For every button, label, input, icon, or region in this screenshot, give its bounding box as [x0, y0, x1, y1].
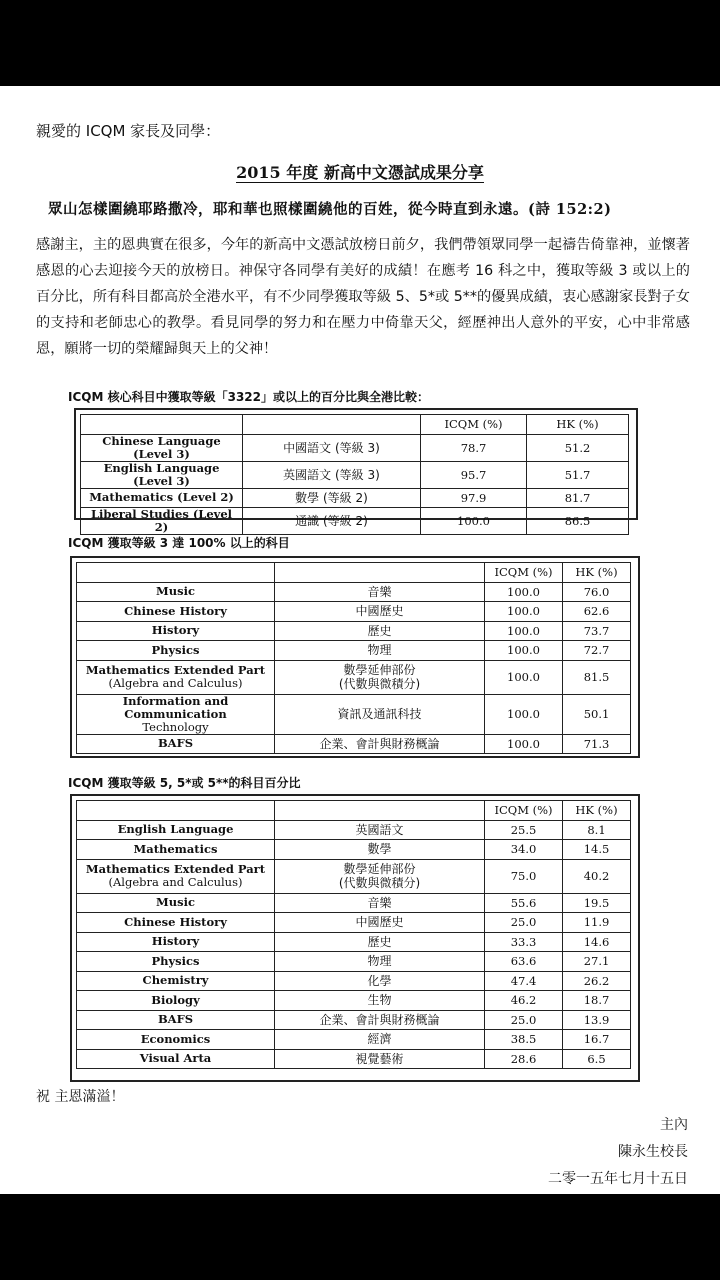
subject-zh-cell-text: 通識 (等級 2) — [295, 514, 368, 528]
subject-zh-cell-text: 數學延伸部份 — [343, 663, 416, 677]
hk-percent-cell-text: 51.2 — [564, 440, 591, 455]
subject-zh-cell — [275, 602, 485, 622]
subject-zh-cell — [275, 952, 485, 972]
table-row — [77, 913, 631, 933]
subject-en-cell — [77, 1010, 275, 1030]
hk-percent-cell-text: 50.1 — [583, 707, 610, 721]
table-header-cell: HK (%) — [563, 563, 631, 583]
subject-en-cell — [77, 660, 275, 694]
hk-percent-cell-text: 14.5 — [583, 842, 610, 857]
letter-date: 二零一五年七月十五日 — [548, 1171, 688, 1187]
hk-percent-cell-text: 18.7 — [583, 993, 610, 1008]
subject-en-cell — [77, 641, 275, 661]
subject-en-cell-text: Mathematics Extended Part — [85, 862, 266, 876]
table3-caption: ICQM 獲取等級 5, 5*或 5**的科目百分比 — [68, 776, 301, 790]
icqm-percent-cell — [485, 952, 563, 972]
table-row — [77, 1010, 631, 1030]
subject-zh-cell — [275, 820, 485, 840]
subject-zh-cell — [243, 508, 421, 535]
subject-en-cell-text: History — [151, 623, 200, 638]
icqm-percent-cell-text: 25.0 — [510, 915, 537, 930]
subject-en-cell-text: English Language — [117, 822, 234, 837]
table-header-cell — [81, 415, 243, 435]
subject-en-cell — [81, 434, 243, 461]
table-row — [81, 434, 629, 461]
icqm-percent-cell-text: 33.3 — [510, 934, 537, 949]
icqm-percent-cell — [485, 893, 563, 913]
table-row — [81, 508, 629, 535]
subject-zh-cell — [275, 660, 485, 694]
subject-en-cell-text: Physics — [151, 953, 200, 968]
subject-zh-cell-text: 企業、會計與財務概論 — [319, 736, 440, 751]
subject-en-cell — [77, 893, 275, 913]
table-row — [77, 1049, 631, 1069]
subject-zh-cell-text: 音樂 — [367, 895, 392, 910]
subject-zh-cell-text: (代數與微積分) — [338, 677, 421, 691]
hk-percent-cell — [563, 734, 631, 754]
table-row — [77, 1030, 631, 1050]
subject-zh-cell-text: 數學延伸部份 — [343, 862, 416, 876]
hk-percent-cell — [563, 859, 631, 893]
icqm-percent-cell-text: 47.4 — [510, 973, 537, 988]
hk-percent-cell-text: 16.7 — [583, 1032, 610, 1047]
subject-en-cell-text: Chinese History — [124, 914, 227, 929]
icqm-percent-cell-text: 28.6 — [510, 1051, 537, 1066]
icqm-percent-cell — [421, 461, 527, 488]
icqm-percent-cell — [485, 971, 563, 991]
table2 — [76, 562, 631, 754]
subject-zh-cell-text: 視覺藝術 — [355, 1051, 404, 1066]
subject-en-cell-text: History — [151, 934, 200, 949]
letter-title-text: 2015 年度 新高中文憑試成果分享 — [236, 163, 484, 182]
icqm-percent-cell-text: 38.5 — [510, 1032, 537, 1047]
hk-percent-cell — [527, 508, 629, 535]
hk-percent-cell — [563, 1010, 631, 1030]
icqm-percent-cell-text: 55.6 — [510, 895, 537, 910]
subject-zh-cell — [275, 621, 485, 641]
letter-title — [0, 160, 720, 183]
subject-zh-cell — [275, 840, 485, 860]
table-row — [81, 488, 629, 508]
subject-zh-cell — [275, 1030, 485, 1050]
table-header-cell: ICQM (%) — [485, 563, 563, 583]
icqm-percent-cell — [485, 1049, 563, 1069]
table-header-row — [81, 415, 629, 435]
subject-zh-cell-text: 中國歷史 — [355, 604, 404, 619]
hk-percent-cell — [563, 1049, 631, 1069]
icqm-percent-cell — [485, 582, 563, 602]
icqm-percent-cell — [485, 641, 563, 661]
icqm-percent-cell — [485, 859, 563, 893]
table-row — [77, 991, 631, 1011]
table-row — [77, 840, 631, 860]
icqm-percent-cell-text: 100.0 — [507, 643, 540, 658]
subject-zh-cell — [243, 461, 421, 488]
subject-en-cell — [77, 859, 275, 893]
table-row — [77, 602, 631, 622]
subject-zh-cell — [243, 488, 421, 508]
subject-en-cell — [77, 932, 275, 952]
hk-percent-cell-text: 26.2 — [583, 973, 610, 988]
subject-zh-cell — [275, 991, 485, 1011]
hk-percent-cell — [563, 1030, 631, 1050]
table3 — [76, 800, 631, 1069]
icqm-percent-cell — [485, 991, 563, 1011]
icqm-percent-cell — [421, 488, 527, 508]
subject-zh-cell-text: 物理 — [367, 643, 392, 658]
hk-percent-cell — [563, 932, 631, 952]
subject-en-cell — [77, 734, 275, 754]
hk-percent-cell-text: 13.9 — [583, 1012, 610, 1027]
icqm-percent-cell — [421, 434, 527, 461]
subject-en-cell — [77, 820, 275, 840]
subject-en-cell-text: (Algebra and Calculus) — [108, 875, 243, 889]
table-header-cell — [77, 563, 275, 583]
table-row — [77, 641, 631, 661]
subject-en-cell-text: Biology — [151, 992, 200, 1007]
subject-zh-cell-text: 物理 — [367, 954, 392, 969]
subject-en-cell-text: Chinese History — [124, 603, 227, 618]
icqm-percent-cell — [485, 840, 563, 860]
icqm-percent-cell-text: 100.0 — [457, 514, 490, 528]
subject-zh-cell-text: 中國歷史 — [355, 915, 404, 930]
hk-percent-cell-text: 8.1 — [587, 822, 606, 837]
subject-en-cell-text: (Algebra and Calculus) — [108, 676, 243, 690]
table1-body — [81, 415, 629, 535]
icqm-percent-cell-text: 100.0 — [507, 604, 540, 619]
icqm-percent-cell — [485, 913, 563, 933]
subject-zh-cell — [275, 694, 485, 734]
icqm-percent-cell — [485, 1010, 563, 1030]
hk-percent-cell — [563, 660, 631, 694]
subject-en-cell — [77, 621, 275, 641]
subject-zh-cell-text: 化學 — [367, 973, 392, 988]
table-header-cell — [243, 415, 421, 435]
subject-zh-cell — [275, 913, 485, 933]
icqm-percent-cell-text: 100.0 — [507, 623, 540, 638]
hk-percent-cell — [563, 840, 631, 860]
icqm-percent-cell-text: 100.0 — [507, 707, 540, 721]
subject-en-cell-text: Chinese Language (Level 3) — [102, 433, 221, 461]
subject-en-cell-text: English Language (Level 3) — [103, 460, 220, 488]
subject-en-cell-text: Mathematics — [133, 841, 218, 856]
subject-en-cell — [77, 991, 275, 1011]
subject-en-cell — [81, 508, 243, 535]
table2-caption: ICQM 獲取等級 3 達 100% 以上的科目 — [68, 536, 290, 550]
hk-percent-cell — [563, 582, 631, 602]
subject-zh-cell-text: 英國語文 — [355, 822, 404, 837]
icqm-percent-cell-text: 78.7 — [460, 440, 487, 455]
table-row — [77, 859, 631, 893]
table-header-cell: ICQM (%) — [421, 415, 527, 435]
subject-zh-cell-text: 音樂 — [367, 584, 392, 599]
icqm-percent-cell-text: 25.5 — [510, 822, 537, 837]
table2-body — [77, 563, 631, 754]
icqm-percent-cell-text: 100.0 — [507, 736, 540, 751]
table-header-row — [77, 801, 631, 821]
subject-zh-cell-text: 中國語文 (等級 3) — [283, 440, 380, 455]
hk-percent-cell-text: 14.6 — [583, 934, 610, 949]
subject-zh-cell-text: 歷史 — [367, 623, 392, 638]
icqm-percent-cell — [485, 621, 563, 641]
table-row — [77, 952, 631, 972]
hk-percent-cell-text: 62.6 — [583, 604, 610, 619]
hk-percent-cell-text: 40.2 — [583, 869, 610, 883]
icqm-percent-cell — [485, 932, 563, 952]
hk-percent-cell — [527, 488, 629, 508]
subject-en-cell-text: Economics — [140, 1031, 211, 1046]
table-row — [77, 694, 631, 734]
subject-en-cell — [77, 952, 275, 972]
subject-zh-cell — [275, 859, 485, 893]
table-header-cell — [275, 801, 485, 821]
subject-zh-cell — [275, 971, 485, 991]
hk-percent-cell-text: 71.3 — [583, 736, 610, 751]
subject-zh-cell-text: 數學 (等級 2) — [295, 490, 368, 505]
table-header-cell: ICQM (%) — [485, 801, 563, 821]
hk-percent-cell — [563, 971, 631, 991]
icqm-percent-cell — [485, 1030, 563, 1050]
hk-percent-cell-text: 81.5 — [583, 670, 610, 684]
hk-percent-cell — [563, 913, 631, 933]
hk-percent-cell-text: 51.7 — [564, 467, 591, 482]
hk-percent-cell-text: 72.7 — [583, 643, 610, 658]
letter-page — [0, 86, 720, 1194]
subject-zh-cell-text: 歷史 — [367, 934, 392, 949]
hk-percent-cell-text: 27.1 — [583, 954, 610, 969]
table-row — [77, 621, 631, 641]
icqm-percent-cell-text: 95.7 — [460, 467, 487, 482]
table-header-cell — [275, 563, 485, 583]
table-header-row — [77, 563, 631, 583]
subject-en-cell — [77, 694, 275, 734]
icqm-percent-cell-text: 97.9 — [460, 490, 487, 505]
subject-en-cell — [81, 461, 243, 488]
hk-percent-cell — [563, 991, 631, 1011]
subject-en-cell — [77, 971, 275, 991]
icqm-percent-cell-text: 75.0 — [510, 869, 537, 883]
subject-zh-cell-text: 資訊及通訊科技 — [337, 707, 422, 721]
subject-en-cell-text: Liberal Studies (Level 2) — [90, 507, 233, 534]
hk-percent-cell-text: 11.9 — [583, 915, 610, 930]
icqm-percent-cell-text: 100.0 — [507, 584, 540, 599]
subject-en-cell-text: Mathematics Extended Part — [85, 663, 266, 677]
subject-zh-cell — [275, 582, 485, 602]
icqm-percent-cell — [485, 602, 563, 622]
subject-en-cell-text: Music — [156, 895, 195, 910]
subject-en-cell-text: Mathematics (Level 2) — [89, 490, 234, 505]
table3-body — [77, 801, 631, 1069]
subject-en-cell — [77, 913, 275, 933]
hk-percent-cell-text: 19.5 — [583, 895, 610, 910]
subject-zh-cell-text: 生物 — [367, 993, 392, 1008]
table-row — [77, 932, 631, 952]
hk-percent-cell-text: 6.5 — [587, 1051, 606, 1066]
subject-zh-cell-text: 數學 — [367, 842, 392, 857]
table-row — [77, 660, 631, 694]
hk-percent-cell — [563, 893, 631, 913]
icqm-percent-cell-text: 25.0 — [510, 1012, 537, 1027]
subject-zh-cell — [275, 1010, 485, 1030]
icqm-percent-cell — [485, 820, 563, 840]
hk-percent-cell-text: 76.0 — [583, 584, 610, 599]
icqm-percent-cell — [421, 508, 527, 535]
letter-paragraph: 感謝主，主的恩典實在很多，今年的新高中文憑試放榜日前夕，我們帶領眾同學一起禱告倚靠神，並懷著感恩的心去迎接今天的放榜日。神保守各同學有美好的成績！在應考 16 科之中，獲取等級 3 或以上的百分比，所有科目都高於全港水平，有不少同學獲取等級 5、5*或 5**的優異成績，衷心感謝家長對子女的支持和老師忠心的教學。看見同學的努力和在壓力中倚靠天父，經歷神出人意外的平安，心中非常感恩，願將一切的榮耀歸與天上的父神！ — [36, 237, 690, 357]
subject-en-cell-text: Information and Communication — [122, 693, 229, 721]
subject-zh-cell — [275, 1049, 485, 1069]
table1-caption: ICQM 核心科目中獲取等級「3322」或以上的百分比與全港比較： — [68, 390, 429, 404]
icqm-percent-cell-text: 63.6 — [510, 954, 537, 969]
subject-en-cell — [81, 488, 243, 508]
subject-en-cell-text: Physics — [151, 642, 200, 657]
hk-percent-cell — [563, 820, 631, 840]
bible-verse: 眾山怎樣圍繞耶路撒冷，耶和華也照樣圍繞他的百姓，從今時直到永遠。(詩 152:2) — [48, 201, 612, 218]
table3-frame — [70, 794, 640, 1082]
table1 — [80, 414, 629, 535]
subject-en-cell — [77, 582, 275, 602]
blessing: 祝 主恩滿溢！ — [36, 1089, 125, 1105]
table1-frame — [74, 408, 638, 534]
subject-en-cell — [77, 1049, 275, 1069]
hk-percent-cell — [563, 694, 631, 734]
hk-percent-cell-text: 81.7 — [564, 490, 591, 505]
subject-en-cell — [77, 840, 275, 860]
hk-percent-cell-text: 73.7 — [583, 623, 610, 638]
subject-zh-cell — [275, 734, 485, 754]
subject-en-cell-text: Chemistry — [142, 973, 209, 988]
table-row — [77, 582, 631, 602]
subject-en-cell — [77, 602, 275, 622]
subject-zh-cell-text: 企業、會計與財務概論 — [319, 1012, 440, 1027]
hk-percent-cell-text: 86.5 — [564, 514, 591, 528]
greeting: 親愛的 ICQM 家長及同學： — [36, 122, 221, 140]
subject-zh-cell — [275, 641, 485, 661]
icqm-percent-cell — [485, 694, 563, 734]
hk-percent-cell — [527, 461, 629, 488]
subject-zh-cell — [275, 893, 485, 913]
subject-zh-cell — [243, 434, 421, 461]
subject-zh-cell-text: 英國語文 (等級 3) — [283, 467, 380, 482]
hk-percent-cell — [563, 621, 631, 641]
hk-percent-cell — [563, 602, 631, 622]
subject-en-cell-text: Technology — [142, 719, 209, 734]
table-row — [77, 820, 631, 840]
icqm-percent-cell-text: 100.0 — [507, 670, 540, 684]
table-row — [77, 971, 631, 991]
subject-en-cell-text: BAFS — [157, 736, 194, 751]
table-header-cell — [77, 801, 275, 821]
table-row — [81, 461, 629, 488]
table-row — [77, 734, 631, 754]
table-row — [77, 893, 631, 913]
subject-zh-cell-text: (代數與微積分) — [338, 876, 421, 890]
hk-percent-cell — [527, 434, 629, 461]
hk-percent-cell — [563, 952, 631, 972]
icqm-percent-cell-text: 34.0 — [510, 842, 537, 857]
subject-zh-cell — [275, 932, 485, 952]
subject-en-cell-text: Music — [156, 584, 195, 599]
table-header-cell: HK (%) — [527, 415, 629, 435]
subject-en-cell-text: BAFS — [157, 1012, 194, 1027]
icqm-percent-cell-text: 46.2 — [510, 993, 537, 1008]
subject-en-cell — [77, 1030, 275, 1050]
icqm-percent-cell — [485, 734, 563, 754]
subject-en-cell-text: Visual Arta — [139, 1051, 212, 1066]
subject-zh-cell-text: 經濟 — [367, 1032, 392, 1047]
icqm-percent-cell — [485, 660, 563, 694]
table2-frame — [70, 556, 640, 758]
hk-percent-cell — [563, 641, 631, 661]
signatory: 陳永生校長 — [618, 1144, 688, 1160]
sign-off: 主內 — [660, 1117, 688, 1133]
table-header-cell: HK (%) — [563, 801, 631, 821]
